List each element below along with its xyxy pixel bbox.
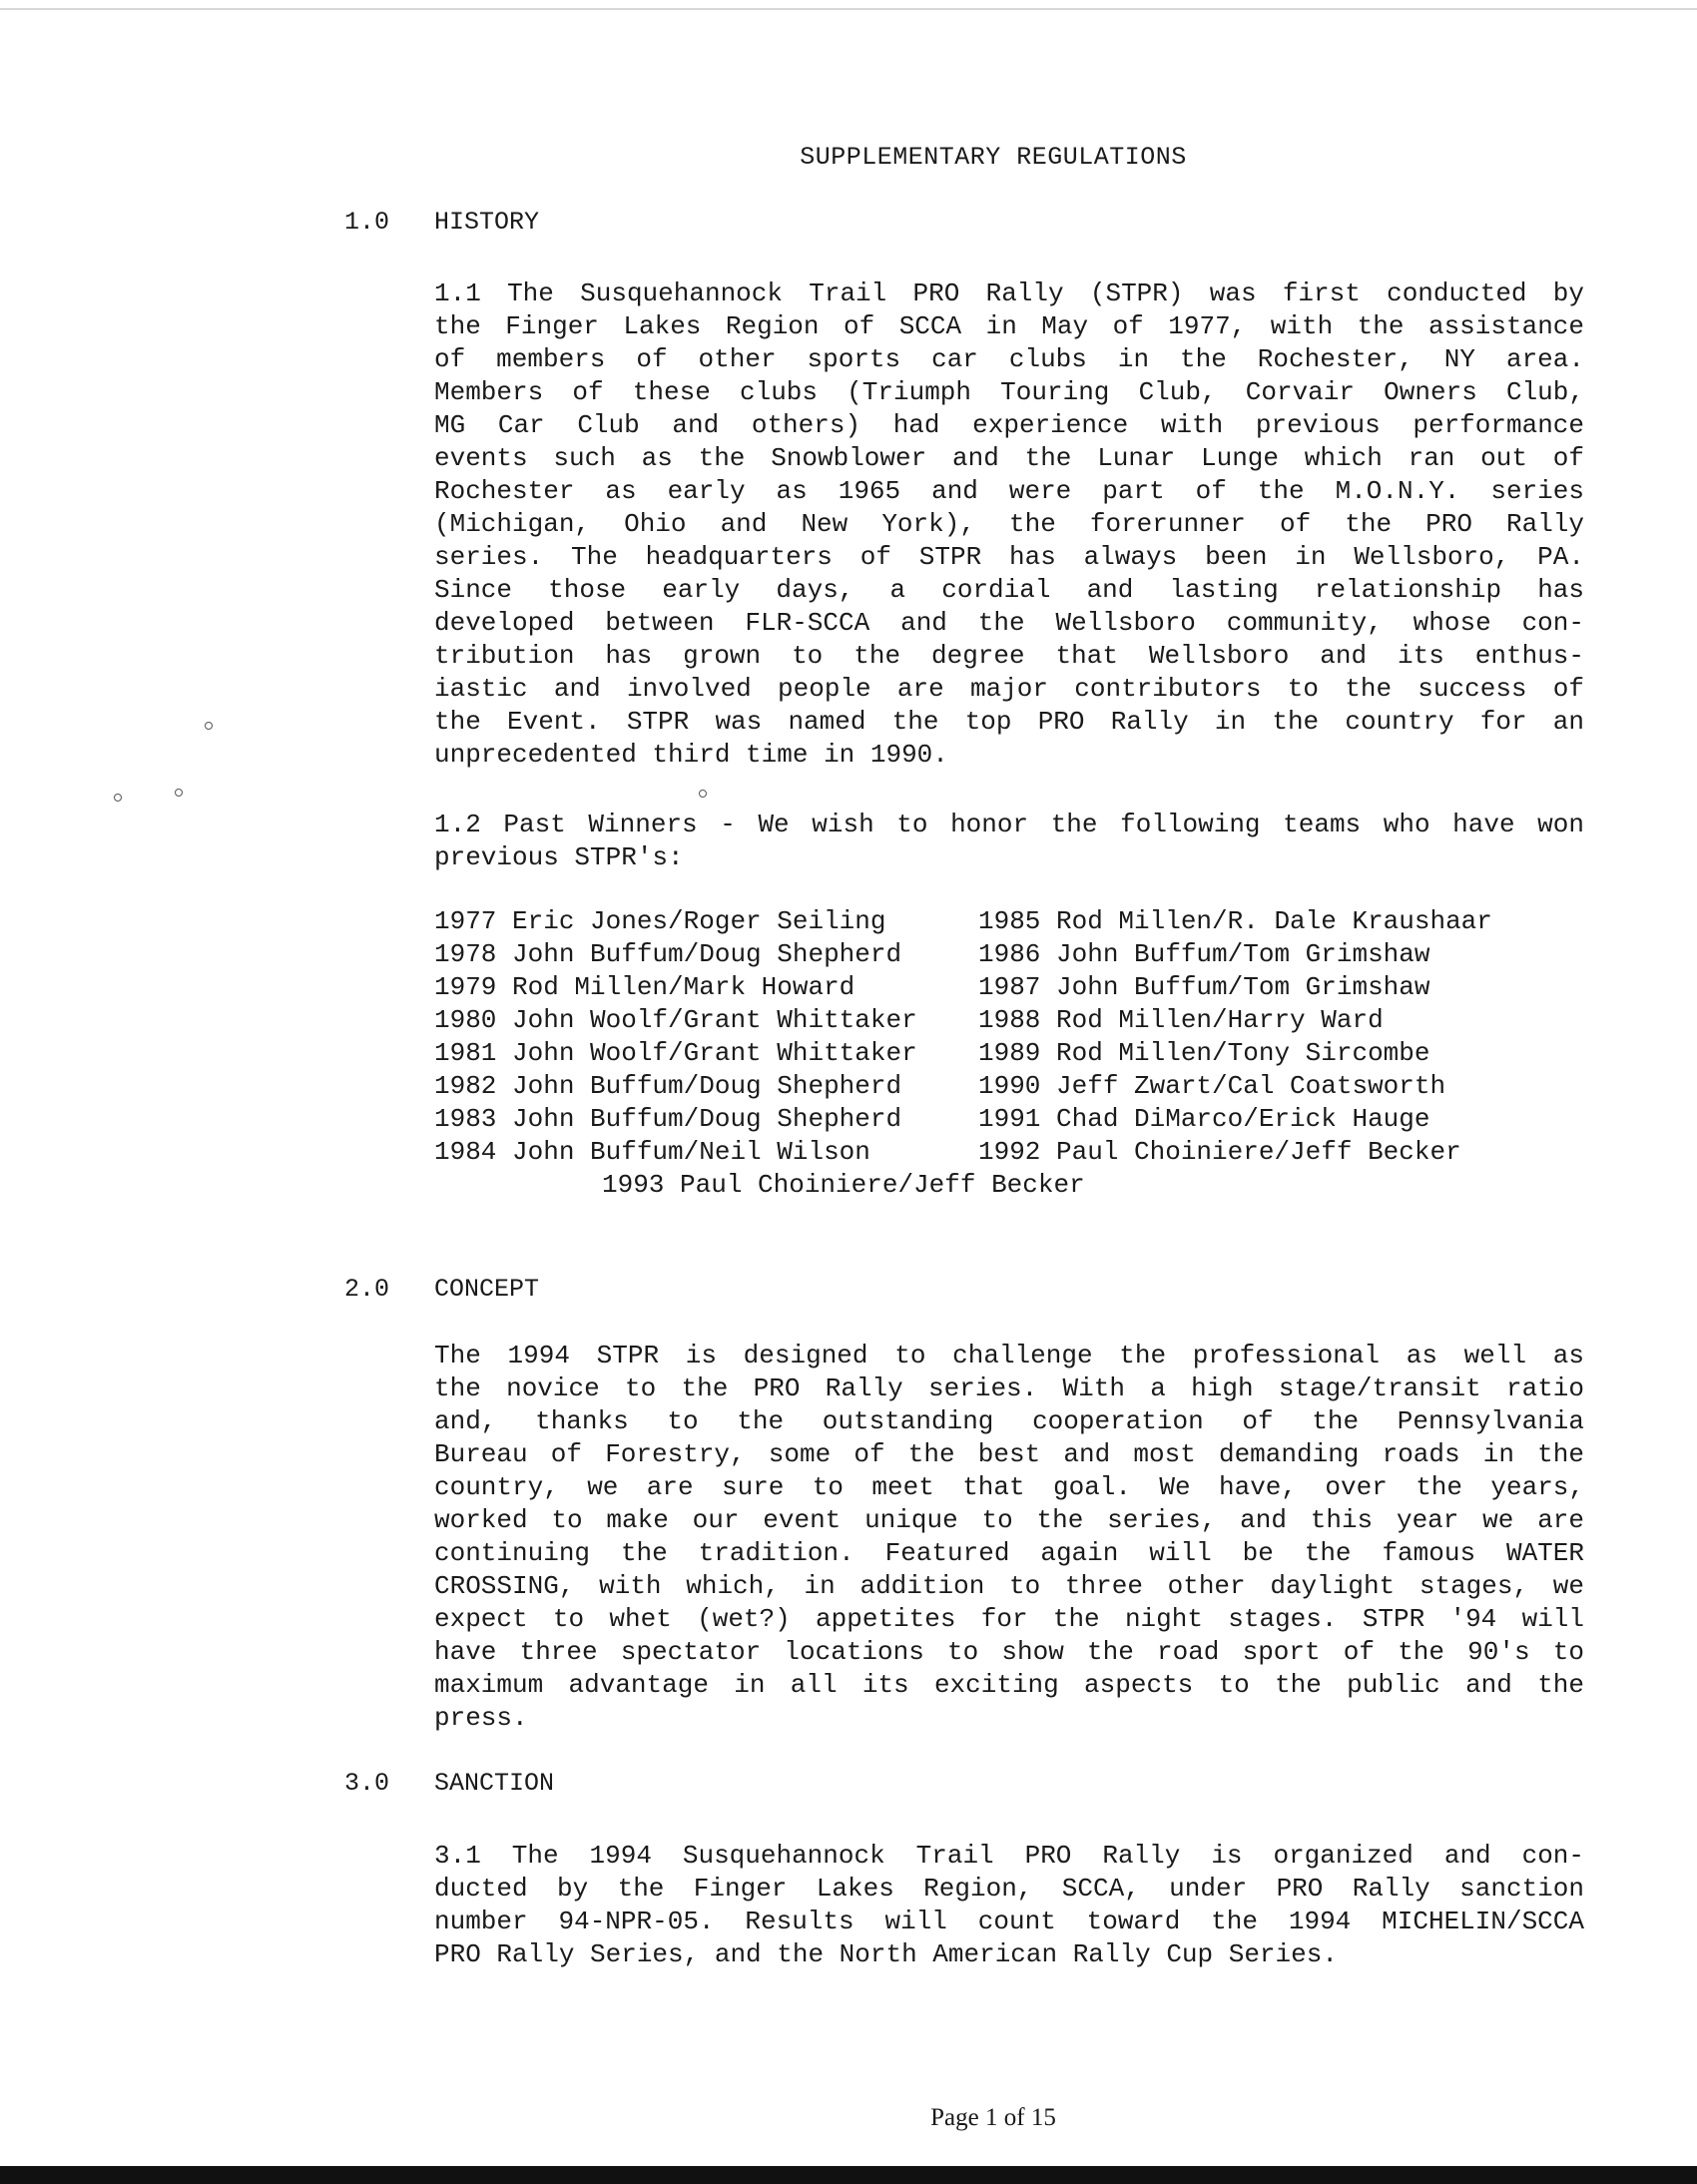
- paragraph-3-1-line: 3.1 The 1994 Susquehannock Trail PRO Rally is organized and con-: [434, 1841, 1584, 1871]
- winner-entry: 1985 Rod Millen/R. Dale Kraushaar: [978, 906, 1492, 936]
- paragraph-3-1-line: ducted by the Finger Lakes Region, SCCA, under PRO Rally sanction: [434, 1874, 1584, 1904]
- winner-entry: 1992 Paul Choiniere/Jeff Becker: [978, 1137, 1461, 1167]
- paragraph-concept: [434, 1340, 1584, 1735]
- winner-entry: 1979 Rod Millen/Mark Howard: [434, 972, 855, 1002]
- paragraph-1-2-line: previous STPR's:: [434, 842, 684, 872]
- winner-entry: 1986 John Buffum/Tom Grimshaw: [978, 939, 1430, 969]
- paragraph-3-1: [434, 1840, 1584, 1971]
- section-heading-history: HISTORY: [434, 208, 540, 237]
- section-heading-concept: CONCEPT: [434, 1275, 540, 1304]
- paragraph-concept-line: maximum advantage in all its exciting aspects to the public and the: [434, 1670, 1584, 1700]
- paragraph-concept-line: expect to whet (wet?) appetites for the night stages. STPR '94 will: [434, 1604, 1584, 1634]
- paragraph-1-1-line: Members of these clubs (Triumph Touring Club, Corvair Owners Club,: [434, 377, 1584, 407]
- winners-row: [434, 1136, 1552, 1169]
- winners-row: [434, 971, 1552, 1004]
- scan-speck: [205, 722, 213, 730]
- paragraph-1-1-line: 1.1 The Susquehannock Trail PRO Rally (STPR) was first conducted by: [434, 278, 1584, 308]
- winner-entry: 1980 John Woolf/Grant Whittaker: [434, 1005, 917, 1035]
- paragraph-1-1-line: series. The headquarters of STPR has always been in Wellsboro, PA.: [434, 542, 1584, 572]
- winner-entry: 1988 Rod Millen/Harry Ward: [978, 1005, 1384, 1035]
- scan-edge-bottom: [0, 2166, 1697, 2184]
- scan-speck: [114, 794, 122, 802]
- page-footer: Page 1 of 15: [930, 2104, 1056, 2131]
- paragraph-1-1-line: MG Car Club and others) had experience with previous performance: [434, 410, 1584, 440]
- paragraph-1-1-line: (Michigan, Ohio and New York), the forerunner of the PRO Rally: [434, 509, 1584, 539]
- winners-row: [434, 1070, 1552, 1103]
- winners-row: [434, 1037, 1552, 1070]
- winner-entry: 1983 John Buffum/Doug Shepherd: [434, 1104, 902, 1134]
- paragraph-1-1-line: Since those early days, a cordial and lasting relationship has: [434, 575, 1584, 605]
- paragraph-1-1-line: the Finger Lakes Region of SCCA in May of 1977, with the assistance: [434, 311, 1584, 341]
- section-number-concept: 2.0: [344, 1275, 390, 1304]
- winner-entry: 1987 John Buffum/Tom Grimshaw: [978, 972, 1430, 1002]
- paragraph-concept-line: have three spectator locations to show the road sport of the 90's to: [434, 1637, 1584, 1667]
- paragraph-1-1-line: Rochester as early as 1965 and were part of the M.O.N.Y. series: [434, 476, 1584, 506]
- winner-entry: 1989 Rod Millen/Tony Sircombe: [978, 1038, 1430, 1068]
- winner-entry-1993: 1993 Paul Choiniere/Jeff Becker: [602, 1170, 1085, 1200]
- winner-entry: 1978 John Buffum/Doug Shepherd: [434, 939, 902, 969]
- scan-speck: [699, 790, 707, 798]
- paragraph-concept-line: the novice to the PRO Rally series. With a high stage/transit ratio: [434, 1373, 1584, 1403]
- scan-speck: [175, 789, 183, 797]
- paragraph-3-1-line: PRO Rally Series, and the North American Rally Cup Series.: [434, 1939, 1338, 1969]
- document-title: SUPPLEMENTARY REGULATIONS: [800, 143, 1187, 172]
- winner-entry: 1984 John Buffum/Neil Wilson: [434, 1137, 870, 1167]
- paragraph-concept-line: The 1994 STPR is designed to challenge the professional as well as: [434, 1341, 1584, 1370]
- winner-entry: 1977 Eric Jones/Roger Seiling: [434, 906, 886, 936]
- paragraph-1-1-line: developed between FLR-SCCA and the Wellsboro community, whose con-: [434, 608, 1584, 638]
- section-heading-sanction: SANCTION: [434, 1769, 555, 1798]
- paragraph-1-1-line: the Event. STPR was named the top PRO Rally in the country for an: [434, 707, 1584, 737]
- scan-edge-top: [0, 8, 1697, 10]
- paragraph-1-1-line: events such as the Snowblower and the Lunar Lunge which ran out of: [434, 443, 1584, 473]
- winner-entry: 1990 Jeff Zwart/Cal Coatsworth: [978, 1071, 1446, 1101]
- paragraph-1-2-line: 1.2 Past Winners - We wish to honor the following teams who have won: [434, 810, 1584, 839]
- paragraph-1-1: [434, 277, 1584, 772]
- section-number-sanction: 3.0: [344, 1769, 390, 1798]
- paragraph-3-1-line: number 94-NPR-05. Results will count toward the 1994 MICHELIN/SCCA: [434, 1907, 1584, 1936]
- winner-entry: 1982 John Buffum/Doug Shepherd: [434, 1071, 902, 1101]
- section-number-history: 1.0: [344, 208, 390, 237]
- winners-row: [434, 905, 1552, 938]
- paragraph-1-1-line: unprecedented third time in 1990.: [434, 740, 948, 770]
- paragraph-1-1-line: tribution has grown to the degree that Wellsboro and its enthus-: [434, 641, 1584, 671]
- paragraph-concept-line: CROSSING, with which, in addition to three other daylight stages, we: [434, 1571, 1584, 1601]
- winners-row: [434, 938, 1552, 971]
- winner-entry: 1991 Chad DiMarco/Erick Hauge: [978, 1104, 1430, 1134]
- winner-entry: 1981 John Woolf/Grant Whittaker: [434, 1038, 917, 1068]
- paragraph-1-1-line: iastic and involved people are major contributors to the success of: [434, 674, 1584, 704]
- paragraph-concept-line: country, we are sure to meet that goal. We have, over the years,: [434, 1472, 1584, 1502]
- winners-row: [434, 1004, 1552, 1037]
- paragraph-concept-line: continuing the tradition. Featured again will be the famous WATER: [434, 1538, 1584, 1568]
- paragraph-concept-line: Bureau of Forestry, some of the best and most demanding roads in the: [434, 1439, 1584, 1469]
- paragraph-1-1-line: of members of other sports car clubs in the Rochester, NY area.: [434, 344, 1584, 374]
- winners-row: [434, 1103, 1552, 1136]
- paragraph-concept-line: press.: [434, 1703, 528, 1733]
- paragraph-concept-line: and, thanks to the outstanding cooperation of the Pennsylvania: [434, 1406, 1584, 1436]
- past-winners-list: [434, 905, 1552, 1202]
- paragraph-1-2: [434, 809, 1584, 874]
- paragraph-concept-line: worked to make our event unique to the series, and this year we are: [434, 1505, 1584, 1535]
